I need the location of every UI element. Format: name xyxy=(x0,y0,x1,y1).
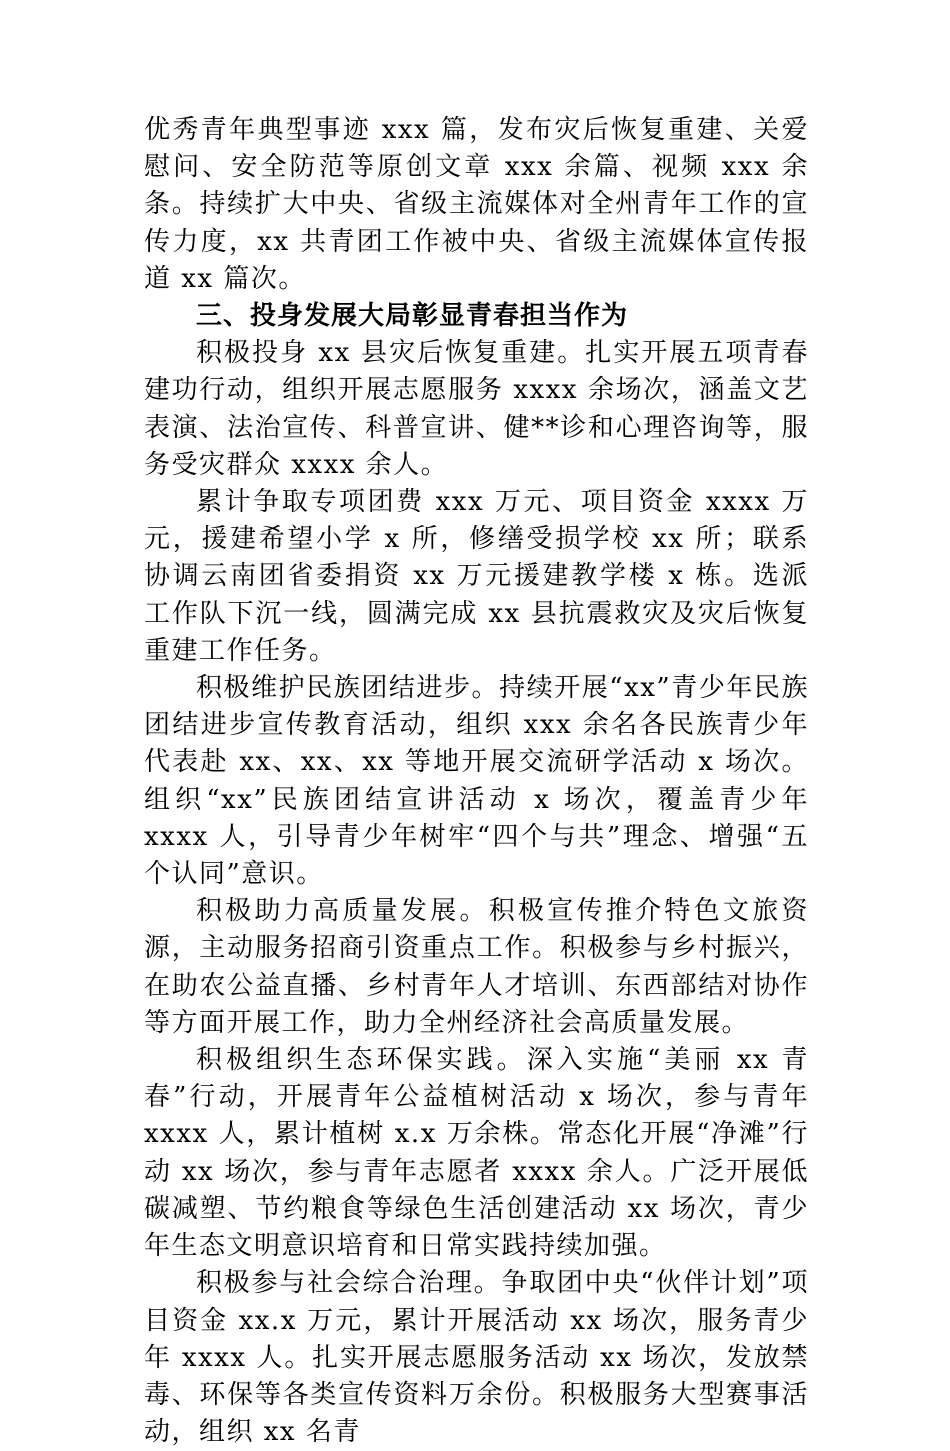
section-heading: 三、投身发展大局彰显青春担当作为 xyxy=(196,301,629,332)
paragraph-funding: 累计争取专项团费 xxx 万元、项目资金 xxxx 万元，援建希望小学 x 所，修缮受损学校 xx 所；联系协调云南团省委捐资 xx 万元援建教学楼 x 栋。选派工作队下沉一线，圆满完成 xx 县抗震救灾及灾后恢复重建工作任务。 xyxy=(144,487,809,666)
paragraph-ecological-practice: 积极组织生态环保实践。深入实施“美丽 xx 青春”行动，开展青年公益植树活动 x 场次，参与青年 xxxx 人，累计植树 x.x 万余株。常态化开展“净滩”行动 xx 场次，参与青年志愿者 xxxx 余人。广泛开展低碳减塑、节约粮食等绿色生活创建活动 xx 场次，青少年生态文明意识培育和日常实践持续加强。 xyxy=(144,1045,809,1262)
paragraph-disaster-reconstruction: 积极投身 xx 县灾后恢复重建。扎实开展五项青春建功行动，组织开展志愿服务 xxxx 余场次，涵盖文艺表演、法治宣传、科普宣讲、健**诊和心理咨询等，服务受灾群众 xxxx 余人。 xyxy=(144,338,809,480)
paragraph-ethnic-unity: 积极维护民族团结进步。持续开展“xx”青少年民族团结进步宣传教育活动，组织 xxx 余名各民族青少年代表赴 xx、xx、xx 等地开展交流研学活动 x 场次。组织“xx”民族团结宣讲活动 x 场次，覆盖青少年 xxxx 人，引导青少年树牢“四个与共”理念、增强“五个认同”意识。 xyxy=(144,673,809,890)
paragraph-social-governance: 积极参与社会综合治理。争取团中央“伙伴计划”项目资金 xx.x 万元，累计开展活动 xx 场次，服务青少年 xxxx 人。扎实开展志愿服务活动 xx 场次，发放禁毒、环保等各类宣传资料万余份。积极服务大型赛事活动，组织 xx 名青 xyxy=(144,1268,809,1448)
paragraph-continuation: 优秀青年典型事迹 xxx 篇，发布灾后恢复重建、关爱慰问、安全防范等原创文章 xxx 余篇、视频 xxx 余条。持续扩大中央、省级主流媒体对全州青年工作的宣传力度，xx 共青团工作被中央、省级主流媒体宣传报道 xx 篇次。 xyxy=(144,115,809,294)
document-page xyxy=(144,112,809,1451)
paragraph-high-quality-development: 积极助力高质量发展。积极宣传推介特色文旅资源，主动服务招商引资重点工作。积极参与乡村振兴，在助农公益直播、乡村青年人才培训、东西部结对协作等方面开展工作，助力全州经济社会高质量发展。 xyxy=(144,896,809,1038)
